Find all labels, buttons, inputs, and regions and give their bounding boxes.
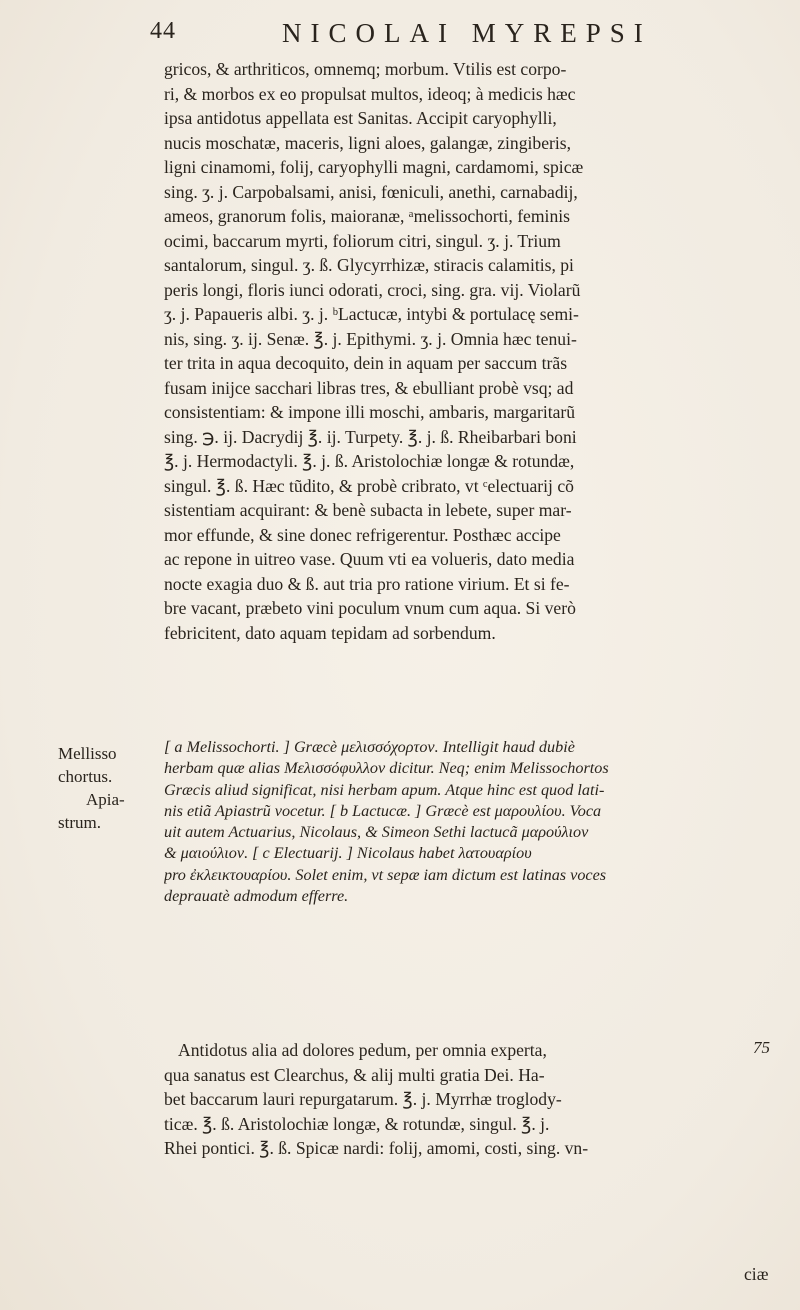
text-line: nis, sing. ʒ. ij. Senæ. ℥. j. Epithymi. ʒ. j. Omnia hæc tenui- [164, 328, 577, 349]
text-line: bre vacant, præbeto vini poculum vnum cum aqua. Si verò [164, 598, 576, 618]
text-line: Rhei pontici. ℥. ß. Spicæ nardi: folij, amomi, costi, sing. vn- [164, 1138, 589, 1158]
marginal-note-line: strum. [58, 813, 101, 832]
page-number: 44 [150, 18, 176, 44]
marginal-note [58, 742, 158, 834]
text-line: sing. ℈. ij. Dacrydij ℥. ij. Turpety. ℥. j. ß. Rheibarbari boni [164, 426, 577, 447]
text-line: fusam inijce sacchari libras tres, & ebulliant probè vsq; ad [164, 377, 574, 398]
text-line: peris longi, floris iunci odorati, croci, sing. gra. vij. Violarũ [164, 279, 581, 300]
text-line: ac repone in uitreo vase. Quum vti ea volueris, dato media [164, 549, 575, 569]
text-line: consistentiam: & impone illi moschi, ambaris, margaritarũ [164, 402, 576, 422]
text-line: ameos, granorum folis, maioranæ, ᵃmelissochorti, feminis [164, 206, 570, 226]
text-line: qua sanatus est Clearchus, & alij multi gratia Dei. Ha- [164, 1064, 545, 1085]
text-line: ipsa antidotus appellata est Sanitas. Accipit caryophylli, [164, 108, 557, 128]
text-line: ℥. j. Hermodactyli. ℥. j. ß. Aristolochiæ longæ & rotundæ, [164, 451, 575, 471]
text-line: febricitent, dato aquam tepidam ad sorbendum. [164, 622, 496, 643]
running-head: NICOLAI MYREPSI [282, 18, 652, 48]
page-header [150, 18, 710, 52]
annotation-line: [ a Melissochorti. ] Græcè μελισσόχορτον. Intelligit haud dubiè [164, 738, 575, 756]
marginal-note-line: chortus. [58, 767, 113, 786]
second-recipe-block [164, 1038, 776, 1161]
text-line: bet baccarum lauri repurgatarum. ℥. j. Myrrhæ troglody- [164, 1089, 562, 1109]
text-line: ticæ. ℥. ß. Aristolochiæ longæ, & rotundæ, singul. ℥. j. [164, 1113, 550, 1134]
marginal-note-line: Apia- [86, 790, 125, 809]
annotation-line: herbam quæ alias Μελισσόφυλλον dicitur. Neq; enim Melissochortos [164, 759, 609, 778]
text-line: Antidotus alia ad dolores pedum, per omnia experta, [178, 1040, 547, 1060]
annotation-line: pro ἐκλεικτουαρίου. Solet enim, vt sepæ iam dictum est latinas voces [164, 865, 607, 884]
text-line: sistentiam acquirant: & benè subacta in lebete, super mar- [164, 500, 572, 520]
annotation-block [164, 737, 776, 907]
text-line: ʒ. j. Papaueris albi. ʒ. j. ᵇLactucæ, intybi & portulacę semi- [164, 304, 579, 324]
marginal-note-line: Mellisso [58, 744, 117, 763]
text-line: ri, & morbos ex eo propulsat multos, ideoq; à medicis hæc [164, 83, 576, 104]
catchword: ciæ [744, 1264, 769, 1284]
text-line: ligni cinamomi, folij, caryophylli magni, cardamomi, spicæ [164, 157, 584, 177]
text-line: singul. ℥. ß. Hæc tũdito, & probè cribrato, vt ᶜelectuarij cõ [164, 475, 574, 496]
text-line: santalorum, singul. ʒ. ß. Glycyrrhizæ, stiracis calamitis, pi [164, 255, 574, 275]
text-line: ter trita in aqua decoquito, dein in aquam per saccum trãs [164, 353, 568, 373]
text-line: sing. ʒ. j. Carpobalsami, anisi, fœniculi, anethi, carnabadij, [164, 181, 578, 202]
side-number: 75 [753, 1038, 770, 1057]
text-line: ocimi, baccarum myrti, foliorum citri, singul. ʒ. j. Trium [164, 230, 561, 251]
text-line: nocte exagia duo & ß. aut tria pro ratione virium. Et si fe- [164, 573, 570, 594]
annotation-line: deprauatè admodum efferre. [164, 887, 349, 906]
text-line: nucis moschatæ, maceris, ligni aloes, galangæ, zingiberis, [164, 132, 572, 153]
annotation-line: & μαιούλιον. [ c Electuarij. ] Nicolaus habet λατουαρίου [164, 844, 532, 863]
annotation-line: uit autem Actuarius, Nicolaus, & Simeon Sethi lactucã μαρούλιον [164, 823, 589, 842]
text-line: mor effunde, & sine donec refrigerentur. Posthæc accipe [164, 524, 561, 545]
annotation-line: Græcis aliud significat, nisi herbam apum. Atque hinc est quod lati- [164, 780, 605, 799]
text-line: gricos, & arthriticos, omnemq; morbum. Vtilis est corpo- [164, 59, 567, 79]
annotation-line: nis etiã Apiastrũ vocetur. [ b Lactucæ. ] Græcè est μαρουλίου. Voca [164, 801, 602, 820]
main-text-block [164, 57, 776, 645]
